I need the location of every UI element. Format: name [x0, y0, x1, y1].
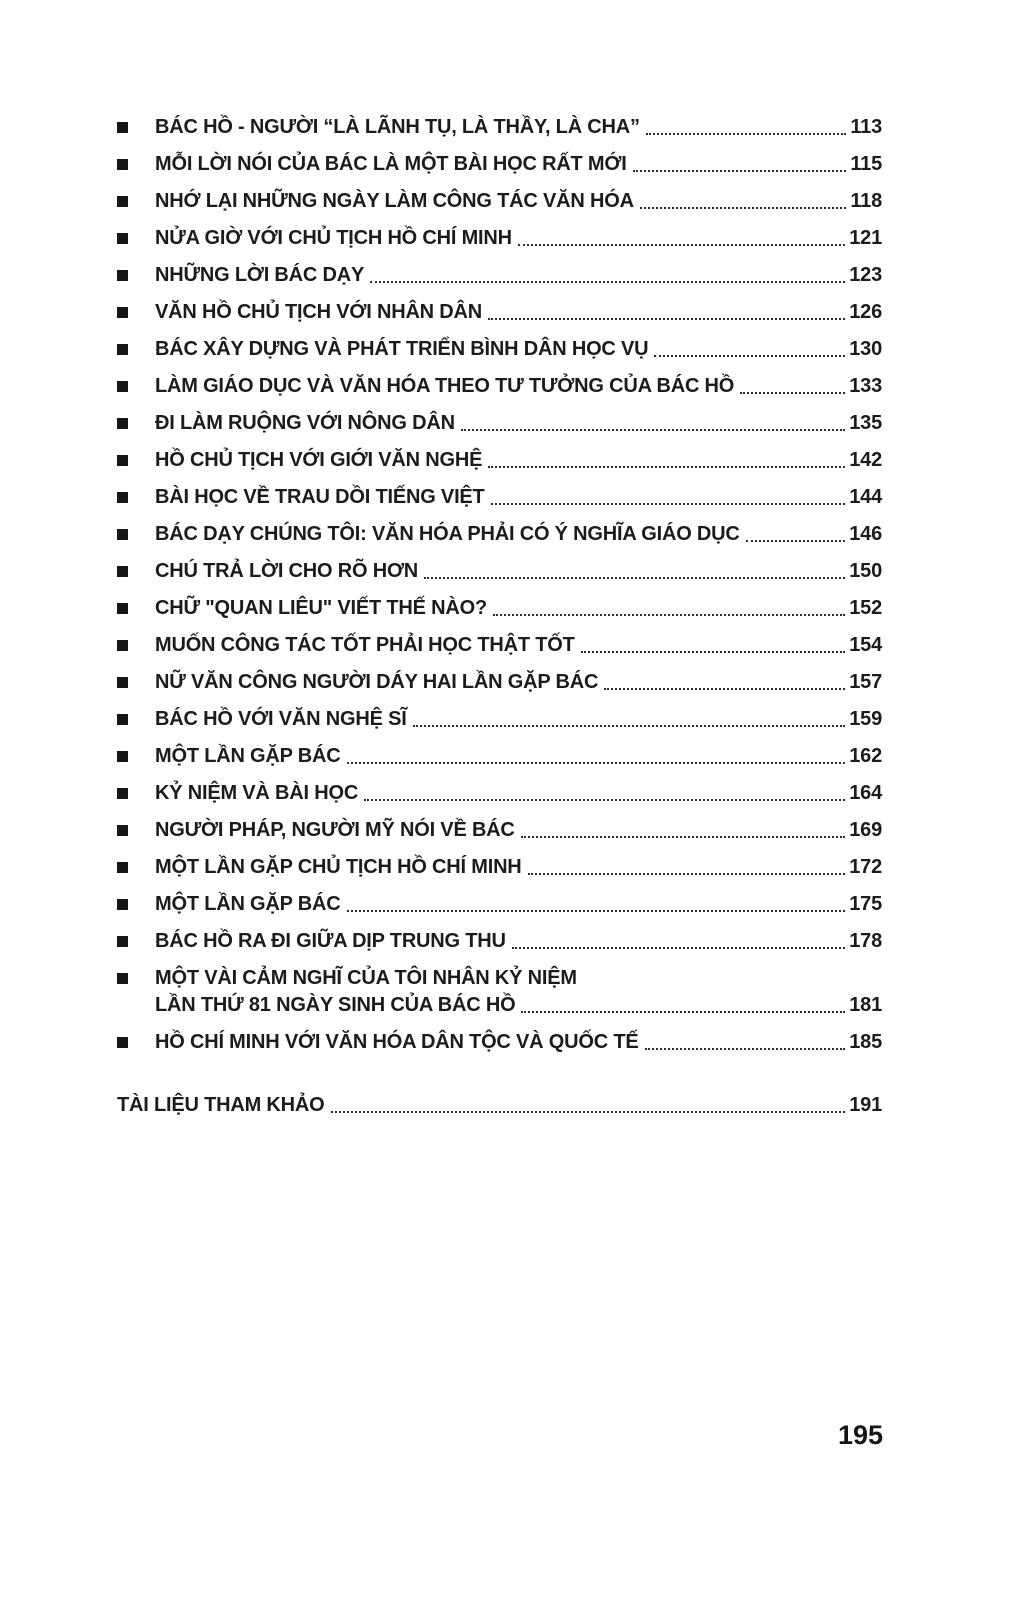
toc-entry-line-main	[155, 992, 882, 1019]
bullet-square-icon	[117, 418, 128, 429]
dot-leader	[413, 725, 846, 727]
toc-entry	[117, 484, 882, 511]
bullet-square-icon	[117, 751, 128, 762]
toc-entry-title: MỘT LẦN GẶP BÁC	[155, 745, 341, 767]
dot-leader	[364, 799, 845, 801]
references-page: 191	[849, 1094, 882, 1116]
toc-entry-body	[155, 669, 882, 696]
toc-entry	[117, 225, 882, 252]
bullet-square-icon	[117, 196, 128, 207]
dot-leader	[746, 540, 846, 542]
toc-entry-title: BÁC HỒ VỚI VĂN NGHỆ SĨ	[155, 708, 407, 730]
toc-entry-page: 172	[849, 856, 882, 878]
toc-entry-body	[155, 336, 882, 363]
toc-entry-line-main	[155, 299, 882, 326]
toc-entry-body	[155, 558, 882, 585]
toc-entry-page: 130	[849, 338, 882, 360]
bullet-square-icon	[117, 566, 128, 577]
toc-entry-line-main	[155, 151, 882, 178]
bullet-square-icon	[117, 344, 128, 355]
references-title: TÀI LIỆU THAM KHẢO	[117, 1094, 325, 1116]
toc-entry	[117, 373, 882, 400]
toc-entry-line-main	[155, 928, 882, 955]
toc-entry-body	[155, 151, 882, 178]
table-of-contents	[117, 114, 882, 1129]
bullet-square-icon	[117, 677, 128, 688]
dot-leader	[424, 577, 845, 579]
toc-entry-title: BÁC DẠY CHÚNG TÔI: VĂN HÓA PHẢI CÓ Ý NGHĨA GIÁO DỤC	[155, 523, 740, 545]
toc-entry-page: 133	[849, 375, 882, 397]
toc-entry-line-main	[155, 262, 882, 289]
toc-entry-line-main	[155, 521, 882, 548]
toc-entry-line-main	[155, 484, 882, 511]
bullet-square-icon	[117, 899, 128, 910]
toc-entry-line-main	[155, 706, 882, 733]
toc-entry-title: CHÚ TRẢ LỜI CHO RÕ HƠN	[155, 560, 419, 582]
toc-entry-title: NGƯỜI PHÁP, NGƯỜI MỸ NÓI VỀ BÁC	[155, 819, 515, 841]
toc-entry	[117, 595, 882, 622]
toc-entry	[117, 743, 882, 770]
page-number: 195	[837, 1420, 883, 1450]
bullet-square-icon	[117, 788, 128, 799]
bullet-square-icon	[117, 529, 128, 540]
toc-entry-body	[155, 595, 882, 622]
toc-entry-page: 118	[850, 190, 882, 212]
toc-entry-line-main	[155, 780, 882, 807]
toc-entry-body	[155, 817, 882, 844]
toc-entry-title: MỘT LẦN GẶP CHỦ TỊCH HỒ CHÍ MINH	[155, 856, 522, 878]
dot-leader	[654, 355, 845, 357]
references-row	[117, 1092, 882, 1119]
toc-entry-body	[155, 632, 882, 659]
toc-entry-page: 115	[850, 153, 882, 175]
toc-entry-line-main	[155, 669, 882, 696]
toc-entry-title: HỒ CHỦ TỊCH VỚI GIỚI VĂN NGHỆ	[155, 449, 483, 471]
toc-entry-title: CHỮ "QUAN LIÊU" VIẾT THẾ NÀO?	[155, 597, 487, 619]
toc-entry	[117, 891, 882, 918]
toc-entry-page: 154	[849, 634, 882, 656]
bullet-square-icon	[117, 714, 128, 725]
toc-entry-title: NHỚ LẠI NHỮNG NGÀY LÀM CÔNG TÁC VĂN HÓA	[155, 190, 634, 212]
toc-entry-title: NHỮNG LỜI BÁC DẠY	[155, 264, 365, 286]
toc-entry-line-main	[155, 817, 882, 844]
dot-leader	[518, 244, 845, 246]
toc-entry-body	[155, 928, 882, 955]
toc-entry-body	[155, 965, 882, 1019]
bullet-square-icon	[117, 159, 128, 170]
dot-leader	[646, 133, 847, 135]
dot-leader	[512, 947, 845, 949]
toc-entry-body	[155, 891, 882, 918]
toc-entry-title-line1: MỘT VÀI CẢM NGHĨ CỦA TÔI NHÂN KỶ NIỆM	[155, 967, 577, 989]
bullet-square-icon	[117, 1037, 128, 1048]
toc-entry	[117, 928, 882, 955]
toc-entry-title: BÁC HỒ - NGƯỜI “LÀ LÃNH TỤ, LÀ THẦY, LÀ CHA”	[155, 116, 640, 138]
toc-entry-title: MỖI LỜI NÓI CỦA BÁC LÀ MỘT BÀI HỌC RẤT MỚI	[155, 153, 627, 175]
dot-leader	[604, 688, 845, 690]
toc-entry-page: 121	[849, 227, 882, 249]
toc-entry-page: 175	[849, 893, 882, 915]
toc-entry	[117, 558, 882, 585]
toc-entry-page: 146	[849, 523, 882, 545]
dot-leader	[488, 318, 845, 320]
dot-leader	[645, 1048, 846, 1050]
toc-entry-page: 159	[849, 708, 882, 730]
toc-entry-page: 152	[849, 597, 882, 619]
bullet-square-icon	[117, 381, 128, 392]
toc-entry-body	[155, 780, 882, 807]
toc-entry-line-main	[155, 447, 882, 474]
dot-leader	[521, 1011, 845, 1013]
bullet-square-icon	[117, 122, 128, 133]
toc-entry-body	[155, 299, 882, 326]
toc-entry	[117, 410, 882, 437]
toc-entry-line-main	[155, 336, 882, 363]
bullet-square-icon	[117, 862, 128, 873]
toc-entry-body	[155, 484, 882, 511]
bullet-square-icon	[117, 603, 128, 614]
toc-entry-page: 142	[849, 449, 882, 471]
toc-entry	[117, 188, 882, 215]
dot-leader	[528, 873, 846, 875]
bullet-square-icon	[117, 973, 128, 984]
toc-entry-line-main	[155, 632, 882, 659]
toc-entry-body	[155, 854, 882, 881]
toc-entry-title: MỘT LẦN GẶP BÁC	[155, 893, 341, 915]
toc-entry	[117, 780, 882, 807]
toc-entry-body	[155, 743, 882, 770]
toc-entry-title: BÀI HỌC VỀ TRAU DỒI TIẾNG VIỆT	[155, 486, 485, 508]
references-body	[117, 1092, 882, 1119]
toc-entry-body	[155, 262, 882, 289]
dot-leader	[347, 910, 846, 912]
toc-entry-body	[155, 447, 882, 474]
bullet-square-icon	[117, 825, 128, 836]
toc-entry-body	[155, 706, 882, 733]
bullet-square-icon	[117, 936, 128, 947]
toc-entry-page: 185	[849, 1031, 882, 1053]
references-line	[117, 1092, 882, 1119]
dot-leader	[633, 170, 847, 172]
toc-entry-body	[155, 410, 882, 437]
bullet-square-icon	[117, 640, 128, 651]
bullet-square-icon	[117, 307, 128, 318]
toc-entry-page: 135	[849, 412, 882, 434]
bullet-square-icon	[117, 492, 128, 503]
toc-entry-page: 169	[849, 819, 882, 841]
dot-leader	[581, 651, 846, 653]
toc-entry	[117, 854, 882, 881]
dot-leader	[521, 836, 846, 838]
dot-leader	[740, 392, 845, 394]
toc-entry-page: 123	[849, 264, 882, 286]
toc-entry-title: NỬA GIỜ VỚI CHỦ TỊCH HỒ CHÍ MINH	[155, 227, 512, 249]
toc-entry	[117, 706, 882, 733]
dot-leader	[461, 429, 845, 431]
toc-entry-line-main	[155, 188, 882, 215]
toc-entry-title: NỮ VĂN CÔNG NGƯỜI DÁY HAI LẦN GẶP BÁC	[155, 671, 599, 693]
toc-entry-page: 164	[849, 782, 882, 804]
toc-entry-line-main	[155, 225, 882, 252]
toc-entry-page: 181	[849, 994, 882, 1016]
toc-entry-title: LÀM GIÁO DỤC VÀ VĂN HÓA THEO TƯ TƯỞNG CỦA BÁC HỒ	[155, 375, 735, 397]
toc-entry-line-main	[155, 891, 882, 918]
toc-entry-body	[155, 373, 882, 400]
dot-leader	[491, 503, 846, 505]
toc-entry	[117, 151, 882, 178]
toc-entry-line-main	[155, 558, 882, 585]
toc-entry-line-main	[155, 114, 882, 141]
toc-entry-line1	[155, 965, 882, 992]
toc-entry-page: 113	[850, 116, 882, 138]
toc-entry-body	[155, 225, 882, 252]
toc-entry	[117, 521, 882, 548]
toc-entry-title: KỶ NIỆM VÀ BÀI HỌC	[155, 782, 359, 804]
toc-entry	[117, 299, 882, 326]
toc-entry-title: BÁC HỒ RA ĐI GIỮA DỊP TRUNG THU	[155, 930, 506, 952]
bullet-square-icon	[117, 455, 128, 466]
toc-entry-title: BÁC XÂY DỰNG VÀ PHÁT TRIỂN BÌNH DÂN HỌC VỤ	[155, 338, 649, 360]
toc-entry	[117, 1029, 882, 1056]
toc-entry-title: MUỐN CÔNG TÁC TỐT PHẢI HỌC THẬT TỐT	[155, 634, 575, 656]
dot-leader	[640, 207, 847, 209]
dot-leader	[347, 762, 846, 764]
toc-entry-page: 162	[849, 745, 882, 767]
toc-entry-line-main	[155, 1029, 882, 1056]
toc-entry-page: 150	[849, 560, 882, 582]
toc-entry	[117, 336, 882, 363]
toc-entry-page: 178	[849, 930, 882, 952]
toc-list	[117, 114, 882, 1056]
toc-entry	[117, 817, 882, 844]
toc-entry-title: ĐI LÀM RUỘNG VỚI NÔNG DÂN	[155, 412, 455, 434]
toc-entry-body	[155, 188, 882, 215]
toc-entry-page: 157	[849, 671, 882, 693]
dot-leader	[493, 614, 845, 616]
dot-leader	[331, 1111, 846, 1113]
bullet-square-icon	[117, 270, 128, 281]
toc-entry	[117, 262, 882, 289]
toc-entry-title: HỒ CHÍ MINH VỚI VĂN HÓA DÂN TỘC VÀ QUỐC TẾ	[155, 1031, 639, 1053]
toc-entry-page: 126	[849, 301, 882, 323]
toc-entry-title: LẦN THỨ 81 NGÀY SINH CỦA BÁC HỒ	[155, 994, 516, 1016]
toc-entry	[117, 114, 882, 141]
toc-entry-body	[155, 114, 882, 141]
toc-entry-page: 144	[849, 486, 882, 508]
toc-entry-title: VĂN HỒ CHỦ TỊCH VỚI NHÂN DÂN	[155, 301, 483, 323]
bullet-square-icon	[117, 233, 128, 244]
dot-leader	[488, 466, 845, 468]
toc-entry	[117, 965, 882, 1019]
toc-entry-line-main	[155, 854, 882, 881]
toc-entry	[117, 632, 882, 659]
toc-entry	[117, 447, 882, 474]
toc-entry-body	[155, 521, 882, 548]
toc-entry-line-main	[155, 410, 882, 437]
toc-entry	[117, 669, 882, 696]
toc-entry-line-main	[155, 373, 882, 400]
toc-entry-body	[155, 1029, 882, 1056]
dot-leader	[370, 281, 845, 283]
toc-entry-line-main	[155, 743, 882, 770]
toc-entry-line-main	[155, 595, 882, 622]
